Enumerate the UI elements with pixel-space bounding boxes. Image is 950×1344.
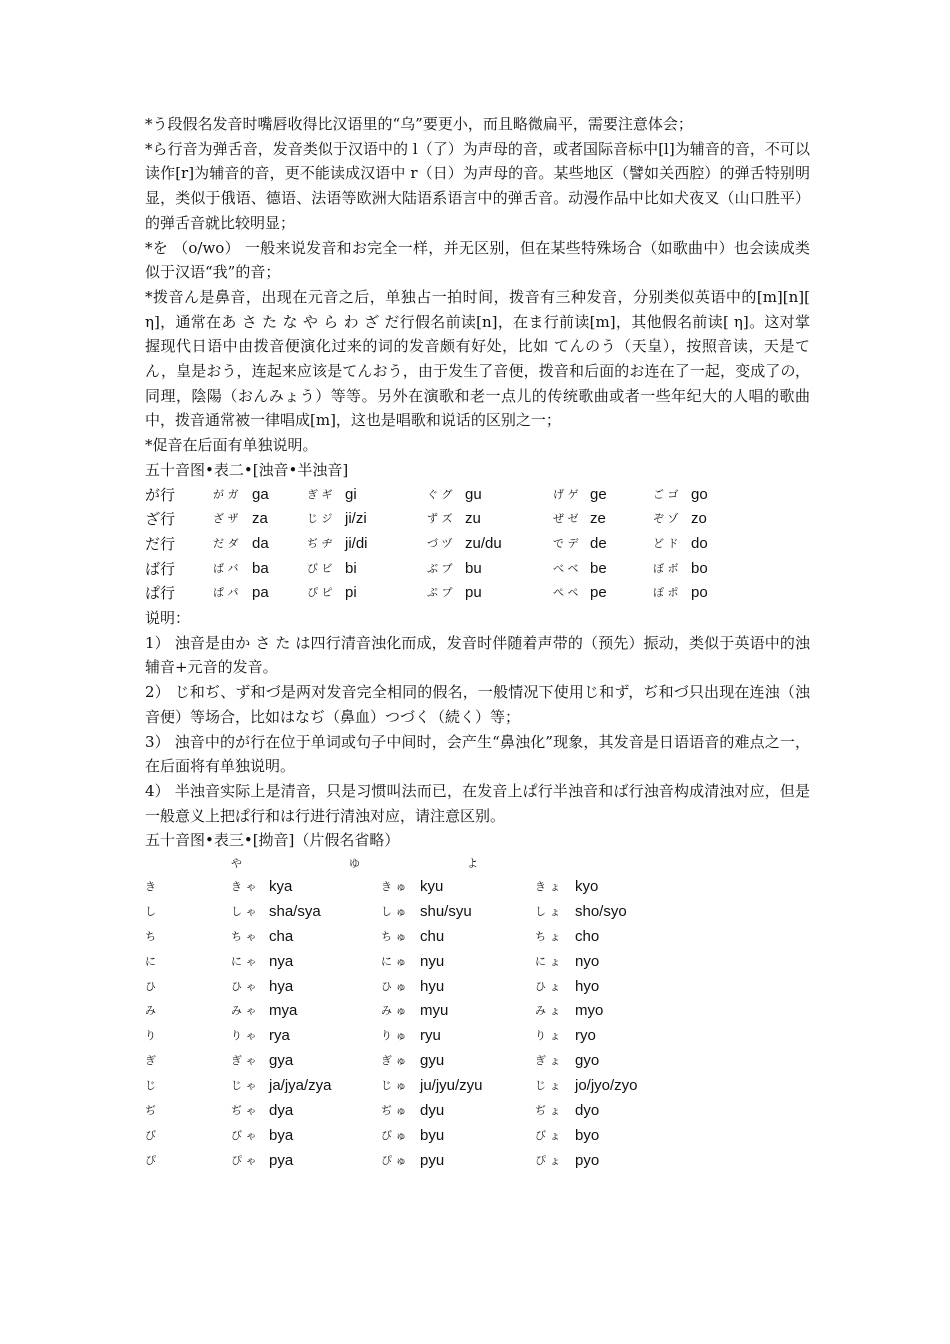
romaji-cell: go [691, 485, 708, 503]
romaji-cell: ji/di [345, 534, 368, 552]
romaji-cell: po [691, 584, 708, 602]
romaji-cell: sho/syo [575, 902, 627, 920]
kana-cell: だ ダ [213, 536, 239, 550]
kana-cell: ぜ ゼ [553, 512, 579, 526]
romaji-cell: bi [345, 559, 357, 577]
romaji-cell: rya [269, 1027, 290, 1045]
romaji-cell: pu [465, 584, 482, 602]
kana-cell: し ゅ [381, 904, 407, 918]
table3-row [145, 875, 810, 900]
romaji-cell: ga [252, 485, 269, 503]
table3-header: よ [467, 857, 478, 871]
row-label: だ行 [145, 534, 176, 553]
table2-row [145, 532, 810, 557]
row-label: に [145, 954, 156, 968]
table3-row [145, 1049, 810, 1074]
kana-cell: し ょ [535, 904, 561, 918]
kana-cell: ぴ ょ [535, 1153, 561, 1167]
row-label: ぱ行 [145, 584, 176, 603]
romaji-cell: shu/syu [420, 902, 472, 920]
kana-cell: み ょ [535, 1004, 561, 1018]
romaji-cell: myo [575, 1002, 604, 1020]
table3-row [145, 925, 810, 950]
kana-cell: ぢ ゅ [381, 1104, 407, 1118]
romaji-cell: za [252, 510, 268, 528]
row-label: び [145, 1128, 156, 1142]
romaji-cell: hyu [420, 977, 445, 995]
table3-row [145, 1024, 810, 1049]
kana-cell: ち ょ [535, 929, 561, 943]
kana-cell: き ょ [535, 880, 561, 894]
kana-cell: ぞ ゾ [653, 512, 679, 526]
row-label: り [145, 1029, 156, 1043]
row-label: ざ行 [145, 510, 176, 529]
romaji-cell: pe [590, 584, 607, 602]
romaji-cell: ja/jya/zya [269, 1077, 332, 1095]
romaji-cell: hya [269, 977, 294, 995]
table3-row [145, 1099, 810, 1124]
note-paragraph: *ら行音为弹舌音，发音类似于汉语中的 l（了）为声母的音，或者国际音标中[l]为辅音的音，不可以读作[r]为辅音的音，更不能读成汉语中 r（日）为声母的音。某些地区（譬如关西腔）的弹舌特别明显，类似于俄语、德语、法语等欧洲大陆语系语言中的弹舌音。动漫作品中比如犬夜叉（山口胜平）的弹舌音就比较明显； [145, 139, 810, 232]
kana-cell: ぺ ペ [553, 586, 579, 600]
row-label: ば行 [145, 559, 176, 578]
romaji-cell: dya [269, 1102, 294, 1120]
kana-cell: ぢ ヂ [307, 536, 333, 550]
romaji-cell: bya [269, 1126, 294, 1144]
table3-row [145, 975, 810, 1000]
row-label: み [145, 1004, 156, 1018]
kana-cell: ぽ ポ [653, 586, 679, 600]
kana-cell: じ ゅ [381, 1079, 407, 1093]
romaji-cell: gyu [420, 1052, 445, 1070]
table3-row [145, 1074, 810, 1099]
table3-row [145, 950, 810, 975]
romaji-cell: ju/jyu/zyu [420, 1077, 483, 1095]
kana-cell: づ ヅ [427, 536, 453, 550]
romaji-cell: pi [345, 584, 357, 602]
romaji-cell: byu [420, 1126, 445, 1144]
row-label: ぢ [145, 1104, 156, 1118]
romaji-cell: ji/zi [345, 510, 367, 528]
kana-cell: ぎ ギ [307, 487, 333, 501]
kana-cell: で デ [553, 536, 579, 550]
explanation-item: 3） 浊音中的が行在位于单词或句子中间时，会产生“鼻浊化”现象，其发音是日语语音的难点之一，在后面将有单独说明。 [145, 732, 810, 776]
table3-row [145, 1149, 810, 1174]
kana-cell: ぴ ピ [307, 586, 333, 600]
table3-title: 五十音图•表三•[拗音]（片假名省略） [145, 831, 400, 850]
kana-cell: ぱ パ [213, 586, 239, 600]
romaji-cell: gu [465, 485, 482, 503]
romaji-cell: bu [465, 559, 482, 577]
note-paragraph: *促音在后面有单独说明。 [145, 436, 318, 455]
note-paragraph: *拨音ん是鼻音，出现在元音之后，单独占一拍时间，拨音有三种发音，分别类似英语中的[m][n][ η]，通常在あ さ た な や ら わ ざ だ行假名前读[n]，在ま行前读[m]，其他假名前读[ η]。这对掌握现代日语中由拨音便演化过来的词的发音颇有好处，比如 てんのう（天皇），按照音读，天是てん，皇是おう，连起来应该是てんおう，由于发生了音便，拨音和后面的お连在了一起，变成了の，同理，陰陽（おんみょう）等等。另外在演歌和老一点儿的传统歌曲或者一些年纪大的人唱的歌曲中，拨音通常被一律唱成[m]，这也是唱歌和说话的区别之一； [145, 287, 810, 430]
kana-cell: ど ド [653, 536, 679, 550]
kana-cell: き ゃ [231, 880, 257, 894]
kana-cell: ぴ ゃ [231, 1153, 257, 1167]
document-page [145, 112, 810, 1174]
explanation-item: 2） じ和ぢ、ず和づ是两对发音完全相同的假名，一般情况下使用じ和ず，ぢ和づ只出现在连浊（浊音便）等场合，比如はなぢ（鼻血）つづく（続く）等； [145, 683, 810, 726]
kana-cell: み ゅ [381, 1004, 407, 1018]
table2-row [145, 507, 810, 532]
kana-cell: じ ゃ [231, 1079, 257, 1093]
romaji-cell: pyu [420, 1151, 445, 1169]
kana-cell: ぎ ゃ [231, 1054, 257, 1068]
explanation-section [145, 606, 810, 828]
kana-cell: じ ょ [535, 1079, 561, 1093]
romaji-cell: pya [269, 1151, 294, 1169]
kana-cell: ひ ゃ [231, 979, 257, 993]
table2-row [145, 483, 810, 508]
kana-cell: ぎ ょ [535, 1054, 561, 1068]
kana-cell: に ゅ [381, 954, 407, 968]
romaji-cell: dyo [575, 1102, 600, 1120]
notes-section [145, 112, 810, 458]
romaji-cell: gyo [575, 1052, 600, 1070]
romaji-cell: da [252, 534, 269, 552]
romaji-cell: pa [252, 584, 269, 602]
row-label: ぴ [145, 1153, 156, 1167]
row-label: ち [145, 929, 156, 943]
kana-cell: ぶ ブ [427, 561, 453, 575]
kana-cell: ぷ プ [427, 586, 453, 600]
romaji-cell: ryu [420, 1027, 441, 1045]
romaji-cell: kyu [420, 878, 444, 896]
table3-header: や [231, 857, 242, 871]
table3-row [145, 900, 810, 925]
table2-title: 五十音图•表二•[浊音•半浊音] [145, 460, 349, 479]
row-label: し [145, 904, 156, 918]
kana-cell: ご ゴ [653, 487, 679, 501]
table3-header: ゆ [349, 857, 360, 871]
kana-cell: が ガ [213, 487, 239, 501]
table3-header-row [145, 853, 810, 875]
kana-cell: ぎ ゅ [381, 1054, 407, 1068]
romaji-cell: be [590, 559, 607, 577]
romaji-cell: nya [269, 952, 294, 970]
kana-cell: ち ゅ [381, 929, 407, 943]
romaji-cell: pyo [575, 1151, 600, 1169]
row-label: ぎ [145, 1054, 156, 1068]
kana-cell: び ゅ [381, 1128, 407, 1142]
row-label: が行 [145, 485, 176, 504]
kana-cell: に ょ [535, 954, 561, 968]
kana-cell: げ ゲ [553, 487, 579, 501]
kana-cell: り ゅ [381, 1029, 407, 1043]
romaji-cell: gi [345, 485, 357, 503]
explanation-label: 说明： [145, 608, 191, 627]
explanation-item: 1） 浊音是由か さ た は四行清音浊化而成，发音时伴随着声带的（预先）振动，类似于英语中的浊辅音+元音的发音。 [145, 633, 810, 677]
romaji-cell: dyu [420, 1102, 445, 1120]
romaji-cell: byo [575, 1126, 600, 1144]
kana-cell: じ ジ [307, 512, 333, 526]
romaji-cell: jo/jyo/zyo [575, 1077, 638, 1095]
kana-cell: き ゅ [381, 880, 407, 894]
kana-cell: ち ゃ [231, 929, 257, 943]
romaji-cell: nyo [575, 952, 600, 970]
romaji-cell: myu [420, 1002, 449, 1020]
romaji-cell: hyo [575, 977, 600, 995]
table3-row [145, 1124, 810, 1149]
romaji-cell: ba [252, 559, 269, 577]
romaji-cell: cho [575, 927, 600, 945]
contracted-sounds-table [145, 875, 810, 1174]
romaji-cell: do [691, 534, 708, 552]
romaji-cell: kyo [575, 878, 599, 896]
romaji-cell: mya [269, 1002, 298, 1020]
kana-cell: ず ズ [427, 512, 453, 526]
kana-cell: ひ ゅ [381, 979, 407, 993]
romaji-cell: bo [691, 559, 708, 577]
romaji-cell: ryo [575, 1027, 596, 1045]
romaji-cell: de [590, 534, 607, 552]
romaji-cell: cha [269, 927, 294, 945]
kana-cell: に ゃ [231, 954, 257, 968]
table2-row [145, 581, 810, 606]
voiced-sounds-table [145, 483, 810, 606]
note-paragraph: *を （o/wo） 一般来说发音和お完全一样，并无区别，但在某些特殊场合（如歌曲中）也会读成类似于汉语“我”的音； [145, 238, 810, 282]
row-label: ひ [145, 979, 156, 993]
explanation-item: 4） 半浊音实际上是清音，只是习惯叫法而已，在发音上ぱ行半浊音和ば行浊音构成清浊对应，但是一般意义上把ぱ行和は行进行清浊对应，请注意区别。 [145, 781, 810, 825]
kana-cell: び ビ [307, 561, 333, 575]
romaji-cell: chu [420, 927, 445, 945]
kana-cell: ぼ ボ [653, 561, 679, 575]
romaji-cell: sha/sya [269, 902, 321, 920]
kana-cell: ぴ ゅ [381, 1153, 407, 1167]
row-label: き [145, 880, 156, 894]
kana-cell: ぐ グ [427, 487, 453, 501]
kana-cell: ざ ザ [213, 512, 239, 526]
romaji-cell: zo [691, 510, 707, 528]
kana-cell: べ ベ [553, 561, 579, 575]
kana-cell: ぢ ゃ [231, 1104, 257, 1118]
romaji-cell: gya [269, 1052, 294, 1070]
kana-cell: ば バ [213, 561, 239, 575]
kana-cell: り ょ [535, 1029, 561, 1043]
kana-cell: り ゃ [231, 1029, 257, 1043]
table3-row [145, 999, 810, 1024]
kana-cell: び ょ [535, 1128, 561, 1142]
kana-cell: ぢ ょ [535, 1104, 561, 1118]
romaji-cell: zu [465, 510, 481, 528]
romaji-cell: nyu [420, 952, 445, 970]
romaji-cell: ze [590, 510, 606, 528]
kana-cell: み ゃ [231, 1004, 257, 1018]
kana-cell: び ゃ [231, 1128, 257, 1142]
row-label: じ [145, 1079, 156, 1093]
note-paragraph: *う段假名发音时嘴唇收得比汉语里的“乌”要更小，而且略微扁平，需要注意体会； [145, 115, 693, 133]
kana-cell: ひ ょ [535, 979, 561, 993]
romaji-cell: ge [590, 485, 607, 503]
romaji-cell: zu/du [465, 534, 502, 552]
romaji-cell: kya [269, 878, 293, 896]
kana-cell: し ゃ [231, 904, 257, 918]
table2-row [145, 557, 810, 582]
